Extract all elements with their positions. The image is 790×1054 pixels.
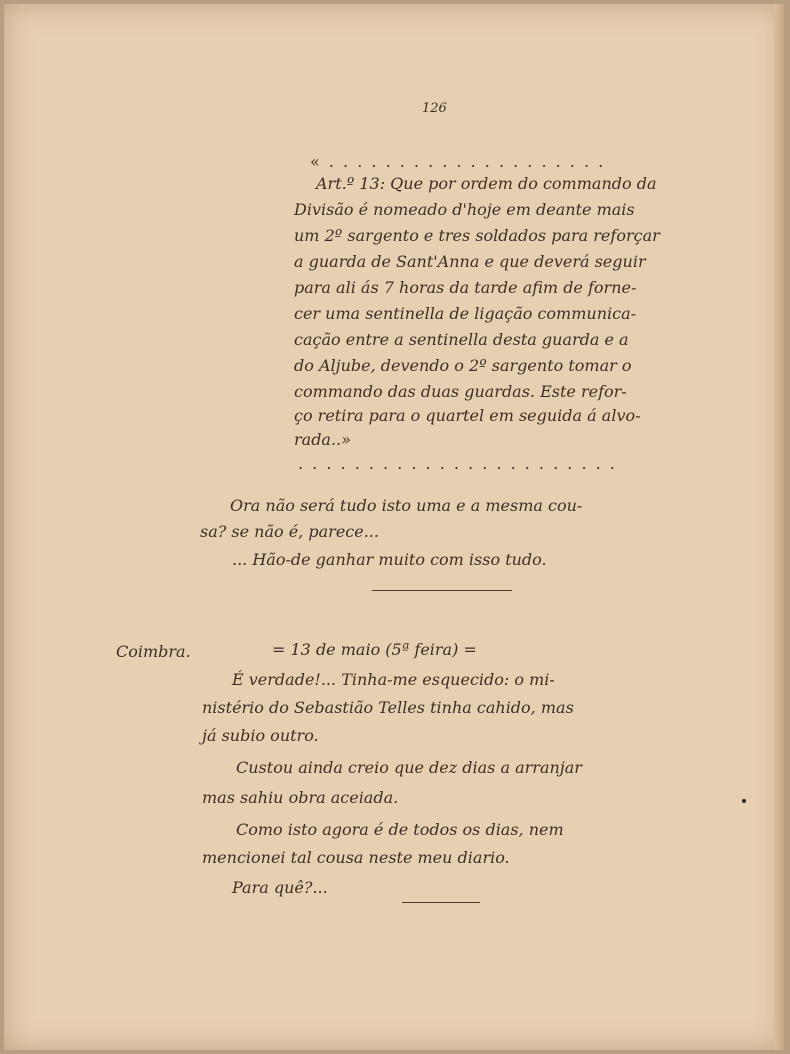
quote-line-2: Divisão é nomeado d'hoje em deante mais <box>294 200 635 219</box>
ink-blot <box>742 799 746 803</box>
paragraph2-line-7: mencionei tal cousa neste meu diario. <box>202 848 510 867</box>
quote-line-8: do Aljube, devendo o 2º sargento tomar o <box>294 356 632 375</box>
paragraph2-line-8: Para quê?... <box>232 878 328 897</box>
paragraph2-line-6: Como isto agora é de todos os dias, nem <box>236 820 564 839</box>
page-number: 126 <box>422 101 447 116</box>
paragraph2-line-5: mas sahiu obra aceiada. <box>202 788 399 807</box>
quote-line-10: ço retira para o quartel em seguida á alvo- <box>294 406 641 425</box>
paragraph2-line-4: Custou ainda creio que dez dias a arranjar <box>236 758 582 777</box>
quote-line-3: um 2º sargento e tres soldados para reforçar <box>294 226 660 245</box>
quote-line-7: cação entre a sentinella desta guarda e a <box>294 330 629 349</box>
quote-dots-top: « . . . . . . . . . . . . . . . . . . . . <box>310 152 606 171</box>
end-divider <box>402 902 480 903</box>
quote-line-11: rada..» <box>294 430 351 449</box>
section-divider <box>372 590 512 591</box>
paragraph2-line-3: já subio outro. <box>202 726 319 745</box>
page-edge <box>774 4 784 1050</box>
entry-place: Coimbra. <box>116 642 191 661</box>
quote-line-5: para ali ás 7 horas da tarde afim de forne- <box>294 278 637 297</box>
paragraph1-line-1: Ora não será tudo isto uma e a mesma cou- <box>230 496 583 515</box>
quote-line-4: a guarda de Sant'Anna e que deverá seguir <box>294 252 646 271</box>
entry-date: = 13 de maio (5ª feira) = <box>272 640 477 659</box>
paragraph1-line-3: ... Hão-de ganhar muito com isso tudo. <box>232 550 547 569</box>
quote-line-9: commando das duas guardas. Este refor- <box>294 382 627 401</box>
paragraph1-line-2: sa? se não é, parece... <box>200 522 379 541</box>
quote-line-1: Art.º 13: Que por ordem do commando da <box>316 174 657 193</box>
quote-dots-bottom: . . . . . . . . . . . . . . . . . . . . . . . <box>298 454 617 473</box>
manuscript-page <box>4 4 784 1050</box>
paragraph2-line-1: É verdade!... Tinha-me esquecido: o mi- <box>232 670 555 689</box>
quote-line-6: cer uma sentinella de ligação communica- <box>294 304 637 323</box>
paragraph2-line-2: nistério do Sebastião Telles tinha cahido, mas <box>202 698 574 717</box>
